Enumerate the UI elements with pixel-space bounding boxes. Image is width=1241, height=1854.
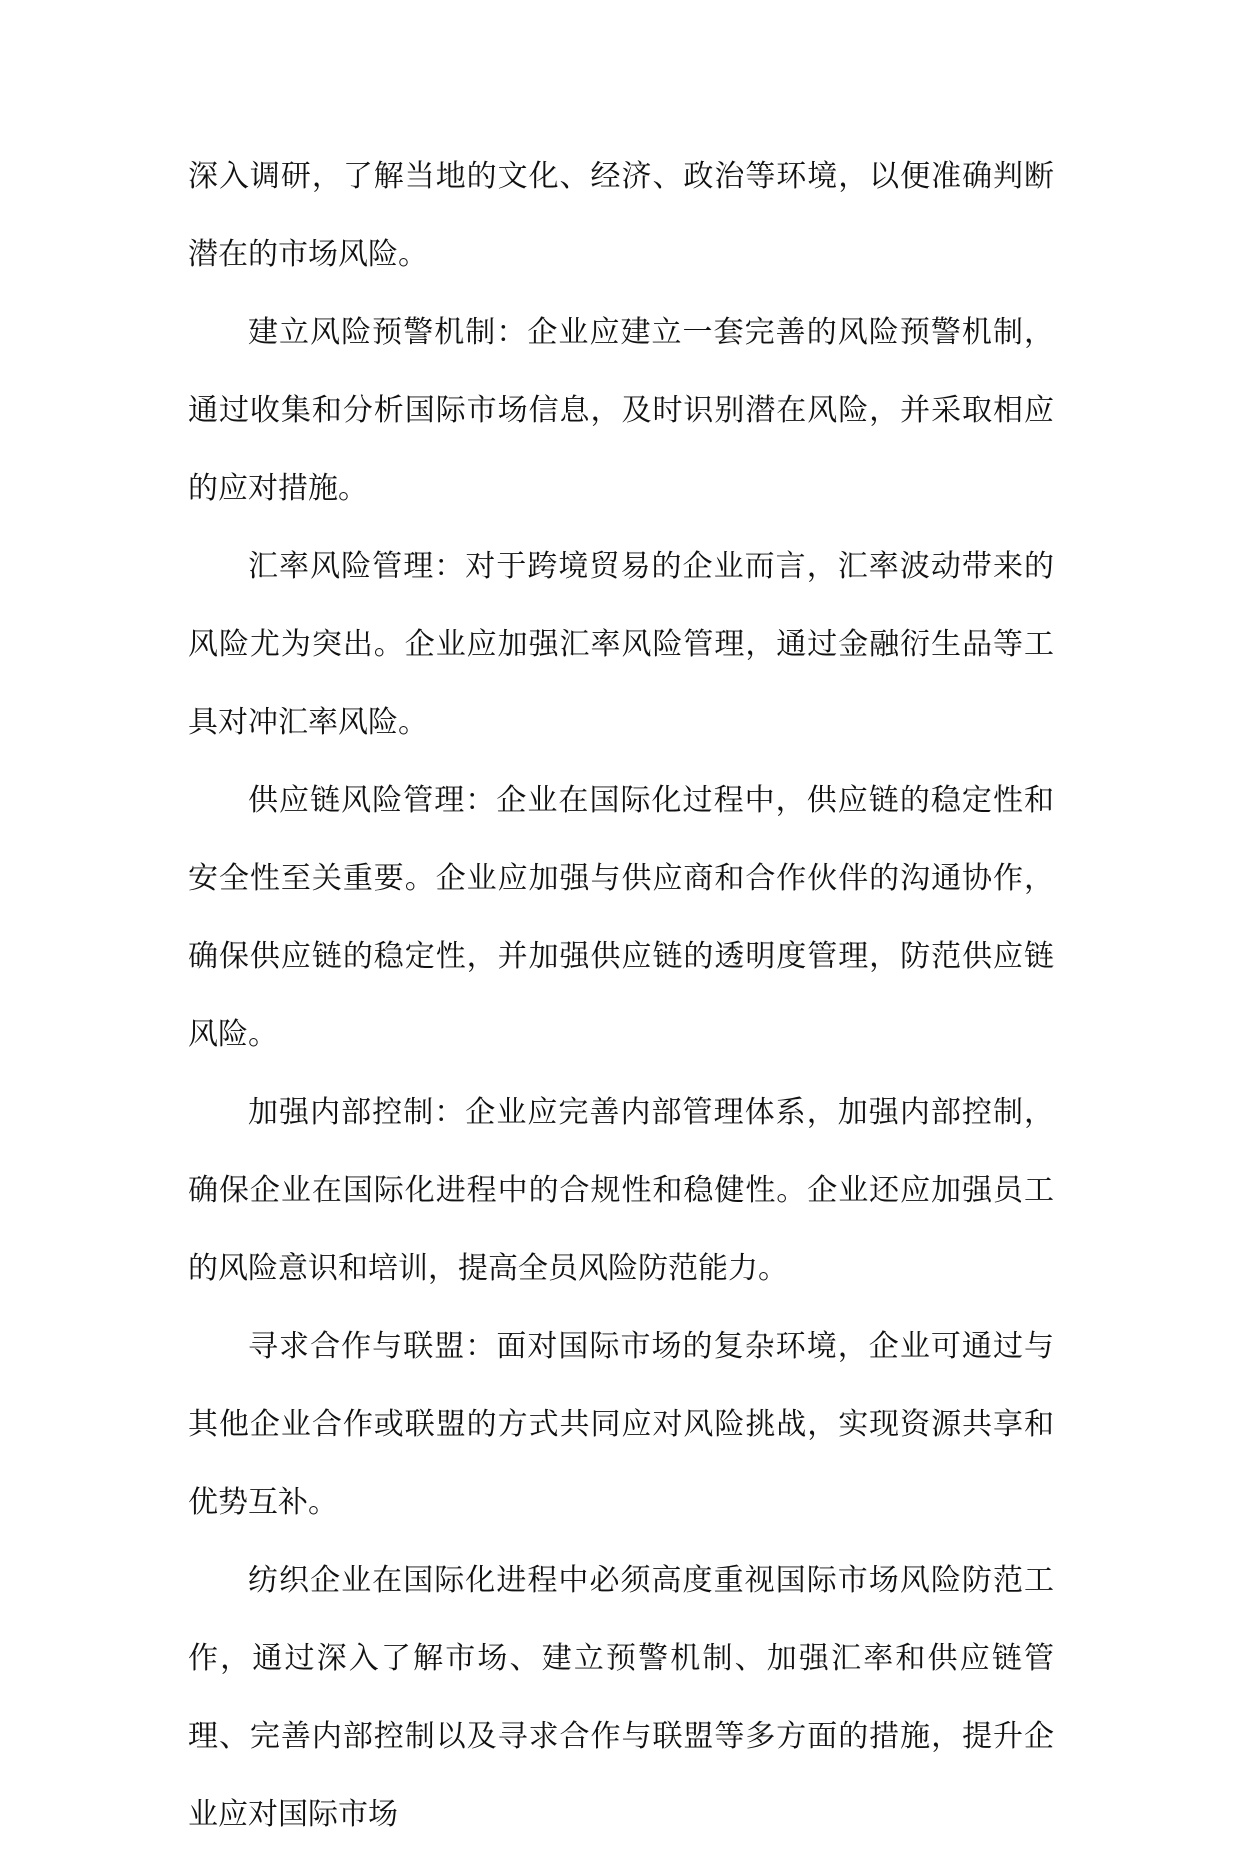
paragraph-cooperation: 寻求合作与联盟：面对国际市场的复杂环境，企业可通过与其他企业合作或联盟的方式共同应对风险挑战，实现资源共享和优势互补。 <box>188 1329 1054 1520</box>
document-body <box>188 138 1054 1854</box>
paragraph-continuation: 深入调研，了解当地的文化、经济、政治等环境，以便准确判断潜在的市场风险。 <box>188 159 1054 272</box>
paragraph-supply-chain: 供应链风险管理：企业在国际化过程中，供应链的稳定性和安全性至关重要。企业应加强与供应商和合作伙伴的沟通协作，确保供应链的稳定性，并加强供应链的透明度管理，防范供应链风险。 <box>188 783 1054 1052</box>
paragraph-exchange-rate: 汇率风险管理：对于跨境贸易的企业而言，汇率波动带来的风险尤为突出。企业应加强汇率风险管理，通过金融衍生品等工具对冲汇率风险。 <box>188 549 1054 740</box>
paragraph-risk-warning: 建立风险预警机制：企业应建立一套完善的风险预警机制，通过收集和分析国际市场信息，及时识别潜在风险，并采取相应的应对措施。 <box>188 315 1054 506</box>
paragraph-internal-control: 加强内部控制：企业应完善内部管理体系，加强内部控制，确保企业在国际化进程中的合规性和稳健性。企业还应加强员工的风险意识和培训，提高全员风险防范能力。 <box>188 1095 1054 1286</box>
paragraph-conclusion: 纺织企业在国际化进程中必须高度重视国际市场风险防范工作，通过深入了解市场、建立预警机制、加强汇率和供应链管理、完善内部控制以及寻求合作与联盟等多方面的措施，提升企业应对国际市场 <box>188 1563 1054 1832</box>
